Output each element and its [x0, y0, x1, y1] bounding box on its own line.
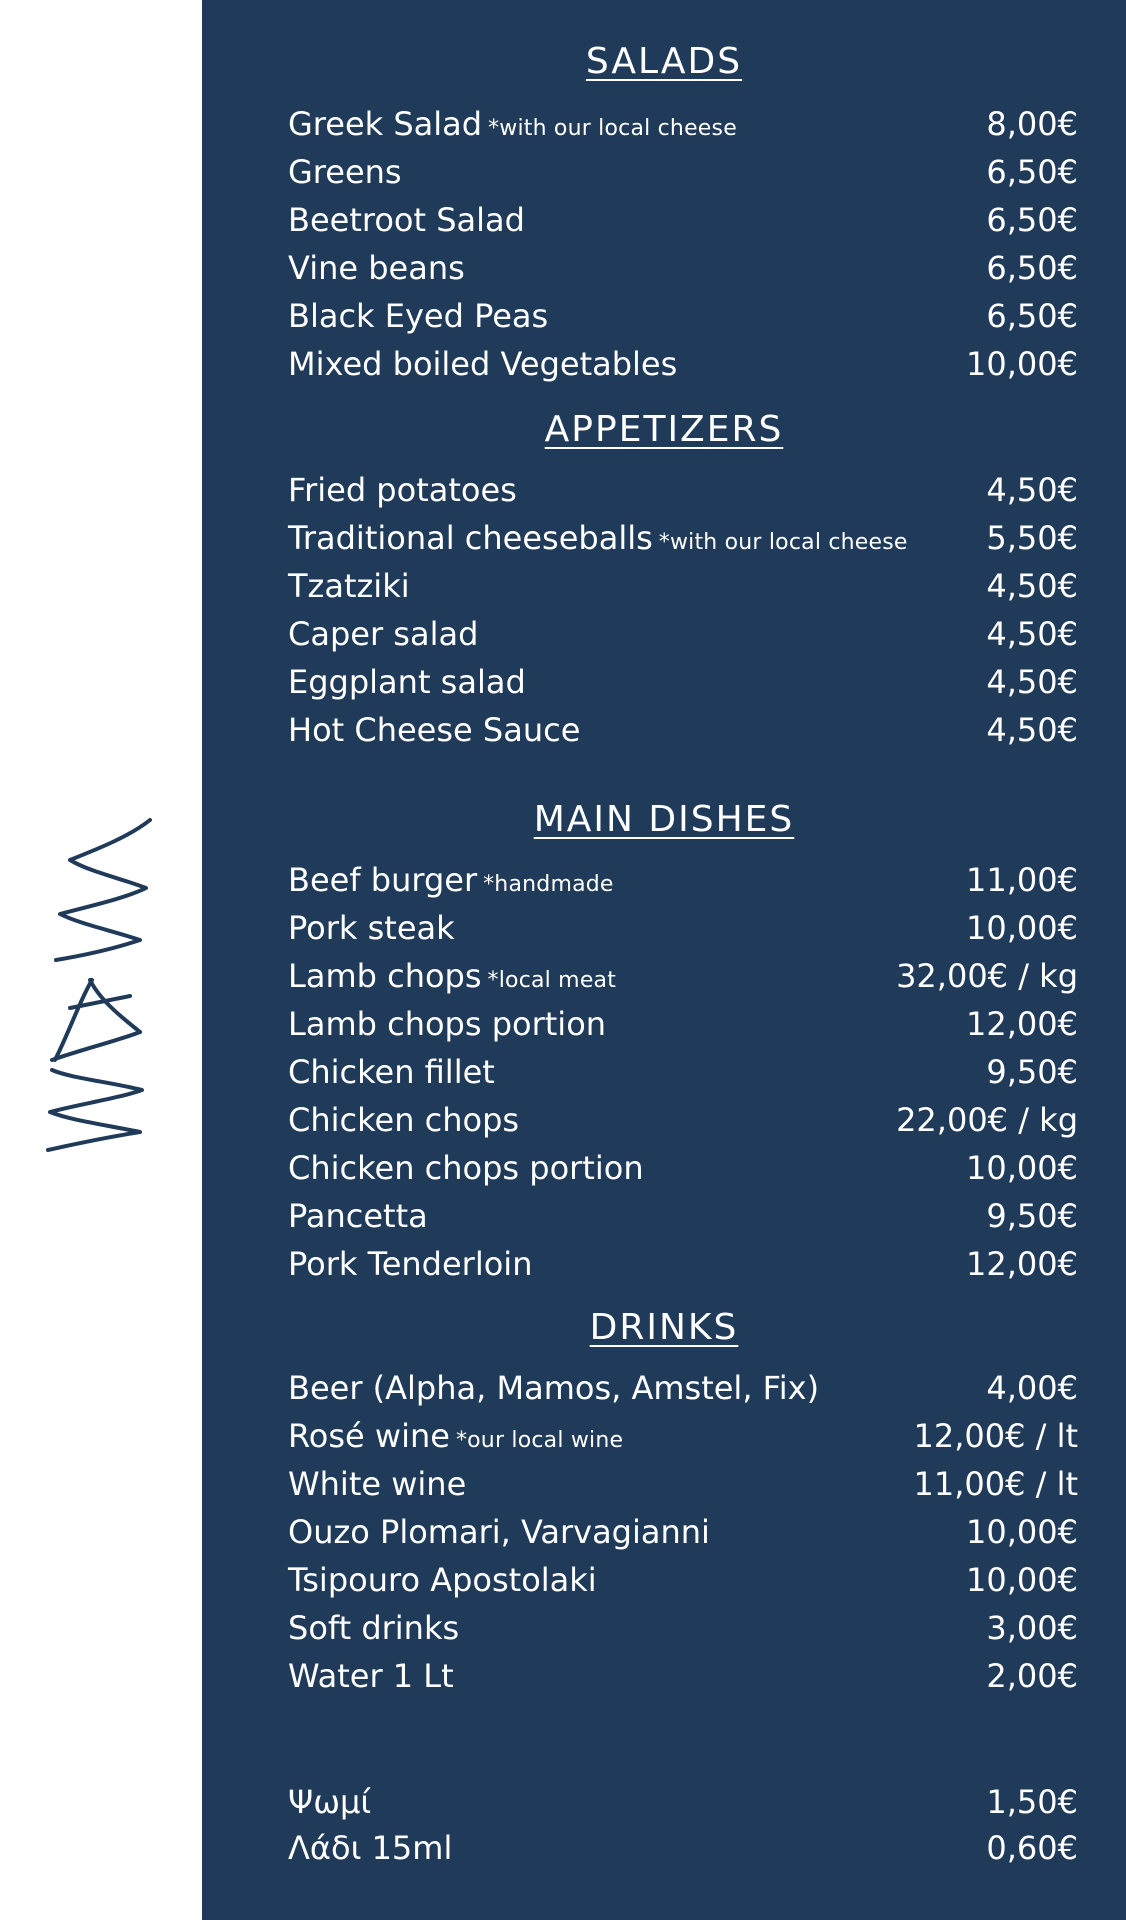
- menu-item: [288, 294, 1078, 338]
- menu-item: [288, 246, 1078, 290]
- menu-item-price: 5,50€: [986, 519, 1078, 557]
- menu-item-price: 22,00€ / kg: [896, 1101, 1078, 1139]
- menu-item-name: Traditional cheeseballs: [288, 519, 653, 557]
- menu-item: [288, 1780, 1078, 1824]
- menu-item-name: Lamb chops: [288, 957, 482, 995]
- menu-item-price: 4,50€: [986, 615, 1078, 653]
- menu-item-price: 4,50€: [986, 471, 1078, 509]
- menu-item: [288, 150, 1078, 194]
- menu-item-price: 3,00€: [986, 1609, 1078, 1647]
- menu-item-price: 0,60€: [986, 1829, 1078, 1867]
- menu-item-name: Pork steak: [288, 909, 455, 947]
- menu-item: [288, 1510, 1078, 1554]
- menu-item: [288, 1242, 1078, 1286]
- menu-item-price: 11,00€ / lt: [913, 1465, 1078, 1503]
- menu-item-price: 1,50€: [986, 1783, 1078, 1821]
- menu-item: [288, 858, 1078, 902]
- menu-item-note: *with our local cheese: [658, 530, 908, 555]
- menu-item-price: 11,00€: [966, 861, 1078, 899]
- menu-item-name: Lamb chops portion: [288, 1005, 607, 1043]
- menu-item-name: Beer (Alpha, Mamos, Amstel, Fix): [288, 1369, 820, 1407]
- main-dishes-heading: MAIN DISHES: [533, 799, 795, 840]
- menu-item: [288, 1146, 1078, 1190]
- menu-item: [288, 1826, 1078, 1870]
- menu-item-price: 6,50€: [986, 297, 1078, 335]
- menu-item-price: 10,00€: [966, 1149, 1078, 1187]
- menu-item-name: Λάδι 15ml: [288, 1829, 453, 1867]
- menu-item: [288, 468, 1078, 512]
- menu-item: [288, 906, 1078, 950]
- menu-item: [288, 1606, 1078, 1650]
- menu-item-price: 6,50€: [986, 153, 1078, 191]
- menu-item-price: 12,00€: [966, 1245, 1078, 1283]
- menu-script-title: [30, 760, 170, 1160]
- menu-item-name: Mixed boiled Vegetables: [288, 345, 678, 383]
- menu-item-price: 10,00€: [966, 909, 1078, 947]
- menu-item-name: Water 1 Lt: [288, 1657, 454, 1695]
- menu-item: [288, 1462, 1078, 1506]
- menu-item-name: Vine beans: [288, 249, 465, 287]
- menu-item-price: 4,50€: [986, 663, 1078, 701]
- menu-item-price: 12,00€ / lt: [913, 1417, 1078, 1455]
- menu-item-price: 6,50€: [986, 249, 1078, 287]
- menu-item: [288, 1558, 1078, 1602]
- appetizers-heading: APPETIZERS: [544, 409, 784, 450]
- menu-item: [288, 660, 1078, 704]
- menu-item: [288, 1654, 1078, 1698]
- menu-item-name: Rosé wine: [288, 1417, 450, 1455]
- menu-item-name: Eggplant salad: [288, 663, 526, 701]
- menu-panel: [202, 0, 1126, 1920]
- menu-item-name: Greens: [288, 153, 402, 191]
- menu-item-price: 4,50€: [986, 711, 1078, 749]
- menu-item-note: *handmade: [483, 872, 614, 897]
- menu-item-name: Ouzo Plomari, Varvagianni: [288, 1513, 710, 1551]
- menu-item: [288, 102, 1078, 146]
- menu-item-name: Beef burger: [288, 861, 478, 899]
- menu-item-price: 10,00€: [966, 345, 1078, 383]
- menu-item: [288, 1098, 1078, 1142]
- menu-item: [288, 1194, 1078, 1238]
- left-white-strip: [0, 0, 202, 1920]
- menu-item-name: Chicken fillet: [288, 1053, 495, 1091]
- menu-item-name: Caper salad: [288, 615, 479, 653]
- menu-item: [288, 1002, 1078, 1046]
- menu-item: [288, 708, 1078, 752]
- menu-item-price: 10,00€: [966, 1513, 1078, 1551]
- menu-item-note: *our local wine: [455, 1428, 624, 1453]
- menu-item-price: 4,00€: [986, 1369, 1078, 1407]
- menu-item: [288, 564, 1078, 608]
- menu-item-name: Greek Salad: [288, 105, 483, 143]
- menu-item-price: 9,50€: [986, 1053, 1078, 1091]
- menu-item-note: *local meat: [487, 968, 617, 993]
- menu-item-price: 4,50€: [986, 567, 1078, 605]
- salads-heading: SALADS: [585, 41, 743, 82]
- menu-item-name: Pork Tenderloin: [288, 1245, 533, 1283]
- menu-item-note: *with our local cheese: [488, 116, 737, 141]
- menu-item-name: Black Eyed Peas: [288, 297, 549, 335]
- menu-item-name: Fried potatoes: [288, 471, 517, 509]
- menu-item-name: Pancetta: [288, 1197, 428, 1235]
- menu-item-price: 9,50€: [986, 1197, 1078, 1235]
- menu-item-price: 10,00€: [966, 1561, 1078, 1599]
- menu-item: [288, 1414, 1078, 1458]
- menu-item: [288, 612, 1078, 656]
- menu-item-name: Chicken chops portion: [288, 1149, 644, 1187]
- menu-item-price: 12,00€: [966, 1005, 1078, 1043]
- menu-item: [288, 342, 1078, 386]
- menu-item-price: 8,00€: [986, 105, 1078, 143]
- menu-item: [288, 1050, 1078, 1094]
- menu-item-name: Tzatziki: [288, 567, 410, 605]
- drinks-heading: DRINKS: [589, 1307, 739, 1348]
- menu-item: [288, 1366, 1078, 1410]
- menu-item-name: Soft drinks: [288, 1609, 460, 1647]
- menu-item-name: Ψωμί: [288, 1783, 372, 1821]
- menu-item-name: Tsipouro Apostolaki: [288, 1561, 597, 1599]
- menu-item-price: 32,00€ / kg: [896, 957, 1078, 995]
- menu-item-name: Beetroot Salad: [288, 201, 525, 239]
- menu-item-price: 6,50€: [986, 201, 1078, 239]
- menu-item-price: 2,00€: [986, 1657, 1078, 1695]
- menu-item-name: Hot Cheese Sauce: [288, 711, 581, 749]
- menu-item-name: Chicken chops: [288, 1101, 520, 1139]
- menu-item-name: White wine: [288, 1465, 467, 1503]
- menu-item: [288, 198, 1078, 242]
- menu-item: [288, 516, 1078, 560]
- menu-item: [288, 954, 1078, 998]
